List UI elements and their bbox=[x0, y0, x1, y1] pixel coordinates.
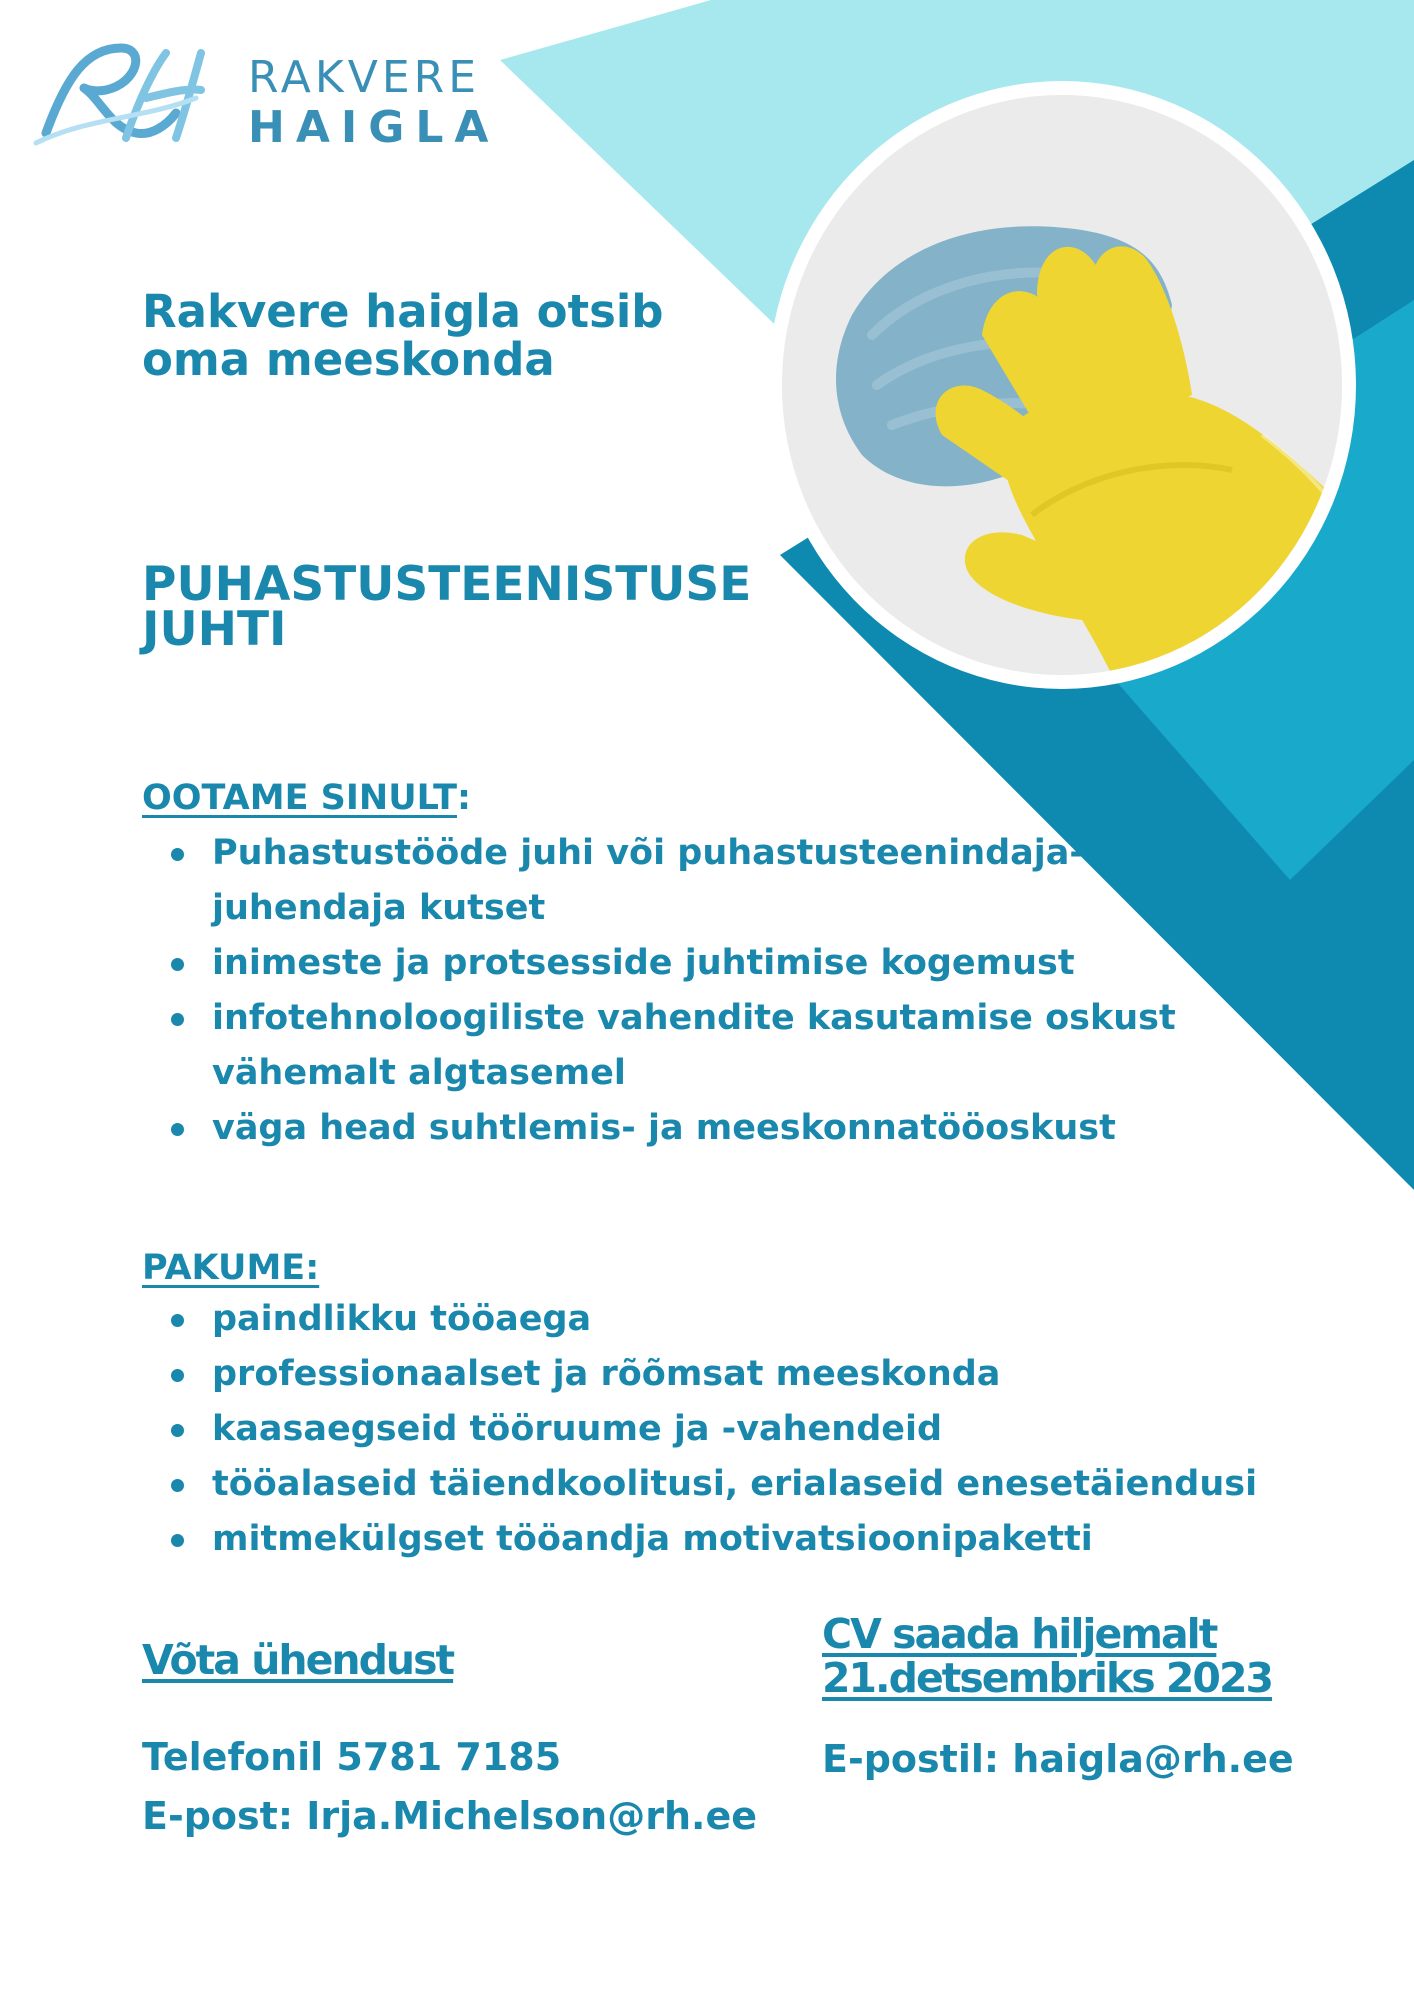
logo-text-haigla: HAIGLA bbox=[248, 102, 500, 153]
contact-email: E-post: Irja.Michelson@rh.ee bbox=[142, 1794, 757, 1838]
headline: Rakvere haigla otsib oma meeskonda bbox=[142, 285, 664, 386]
requirements-heading-colon: : bbox=[457, 778, 471, 818]
contact-cta: Võta ühendust bbox=[142, 1636, 454, 1684]
requirements-heading bbox=[142, 778, 471, 818]
hospital-logo bbox=[26, 38, 500, 168]
logo-text-rakvere: RAKVERE bbox=[248, 52, 481, 103]
offer-item: kaasaegseid tööruume ja -vahendeid bbox=[212, 1402, 1312, 1457]
cleaning-glove-photo bbox=[782, 95, 1342, 675]
contact-phone: Telefonil 5781 7185 bbox=[142, 1735, 562, 1779]
offer-item: mitmekülgset tööandja motivatsioonipaketti bbox=[212, 1512, 1312, 1567]
requirements-list bbox=[142, 826, 1312, 1156]
offer-item: professionaalset ja rõõmsat meeskonda bbox=[212, 1347, 1312, 1402]
offer-item: paindlikku tööaega bbox=[212, 1292, 1312, 1347]
cv-deadline-cta: CV saada hiljemalt 21.detsembriks 2023 bbox=[822, 1610, 1272, 1702]
offers-list bbox=[142, 1292, 1312, 1567]
offer-item: tööalaseid täiendkoolitusi, erialaseid enesetäiendusi bbox=[212, 1457, 1312, 1512]
requirement-item: inimeste ja protsesside juhtimise kogemust bbox=[212, 936, 1312, 991]
glove-illustration bbox=[782, 95, 1342, 675]
offers-heading: PAKUME: bbox=[142, 1248, 320, 1288]
job-title: PUHASTUSTEENISTUSE JUHTI bbox=[142, 557, 752, 657]
rh-monogram-icon bbox=[26, 38, 206, 158]
requirements-heading-text: OOTAME SINULT bbox=[142, 778, 457, 818]
requirement-item: infotehnoloogiliste vahendite kasutamise oskust vähemalt algtasemel bbox=[212, 991, 1312, 1101]
cv-email: E-postil: haigla@rh.ee bbox=[822, 1737, 1294, 1781]
requirement-item: Puhastustööde juhi või puhastusteenindaja- juhendaja kutset bbox=[212, 826, 1312, 936]
requirement-item: väga head suhtlemis- ja meeskonnatööoskust bbox=[212, 1101, 1312, 1156]
